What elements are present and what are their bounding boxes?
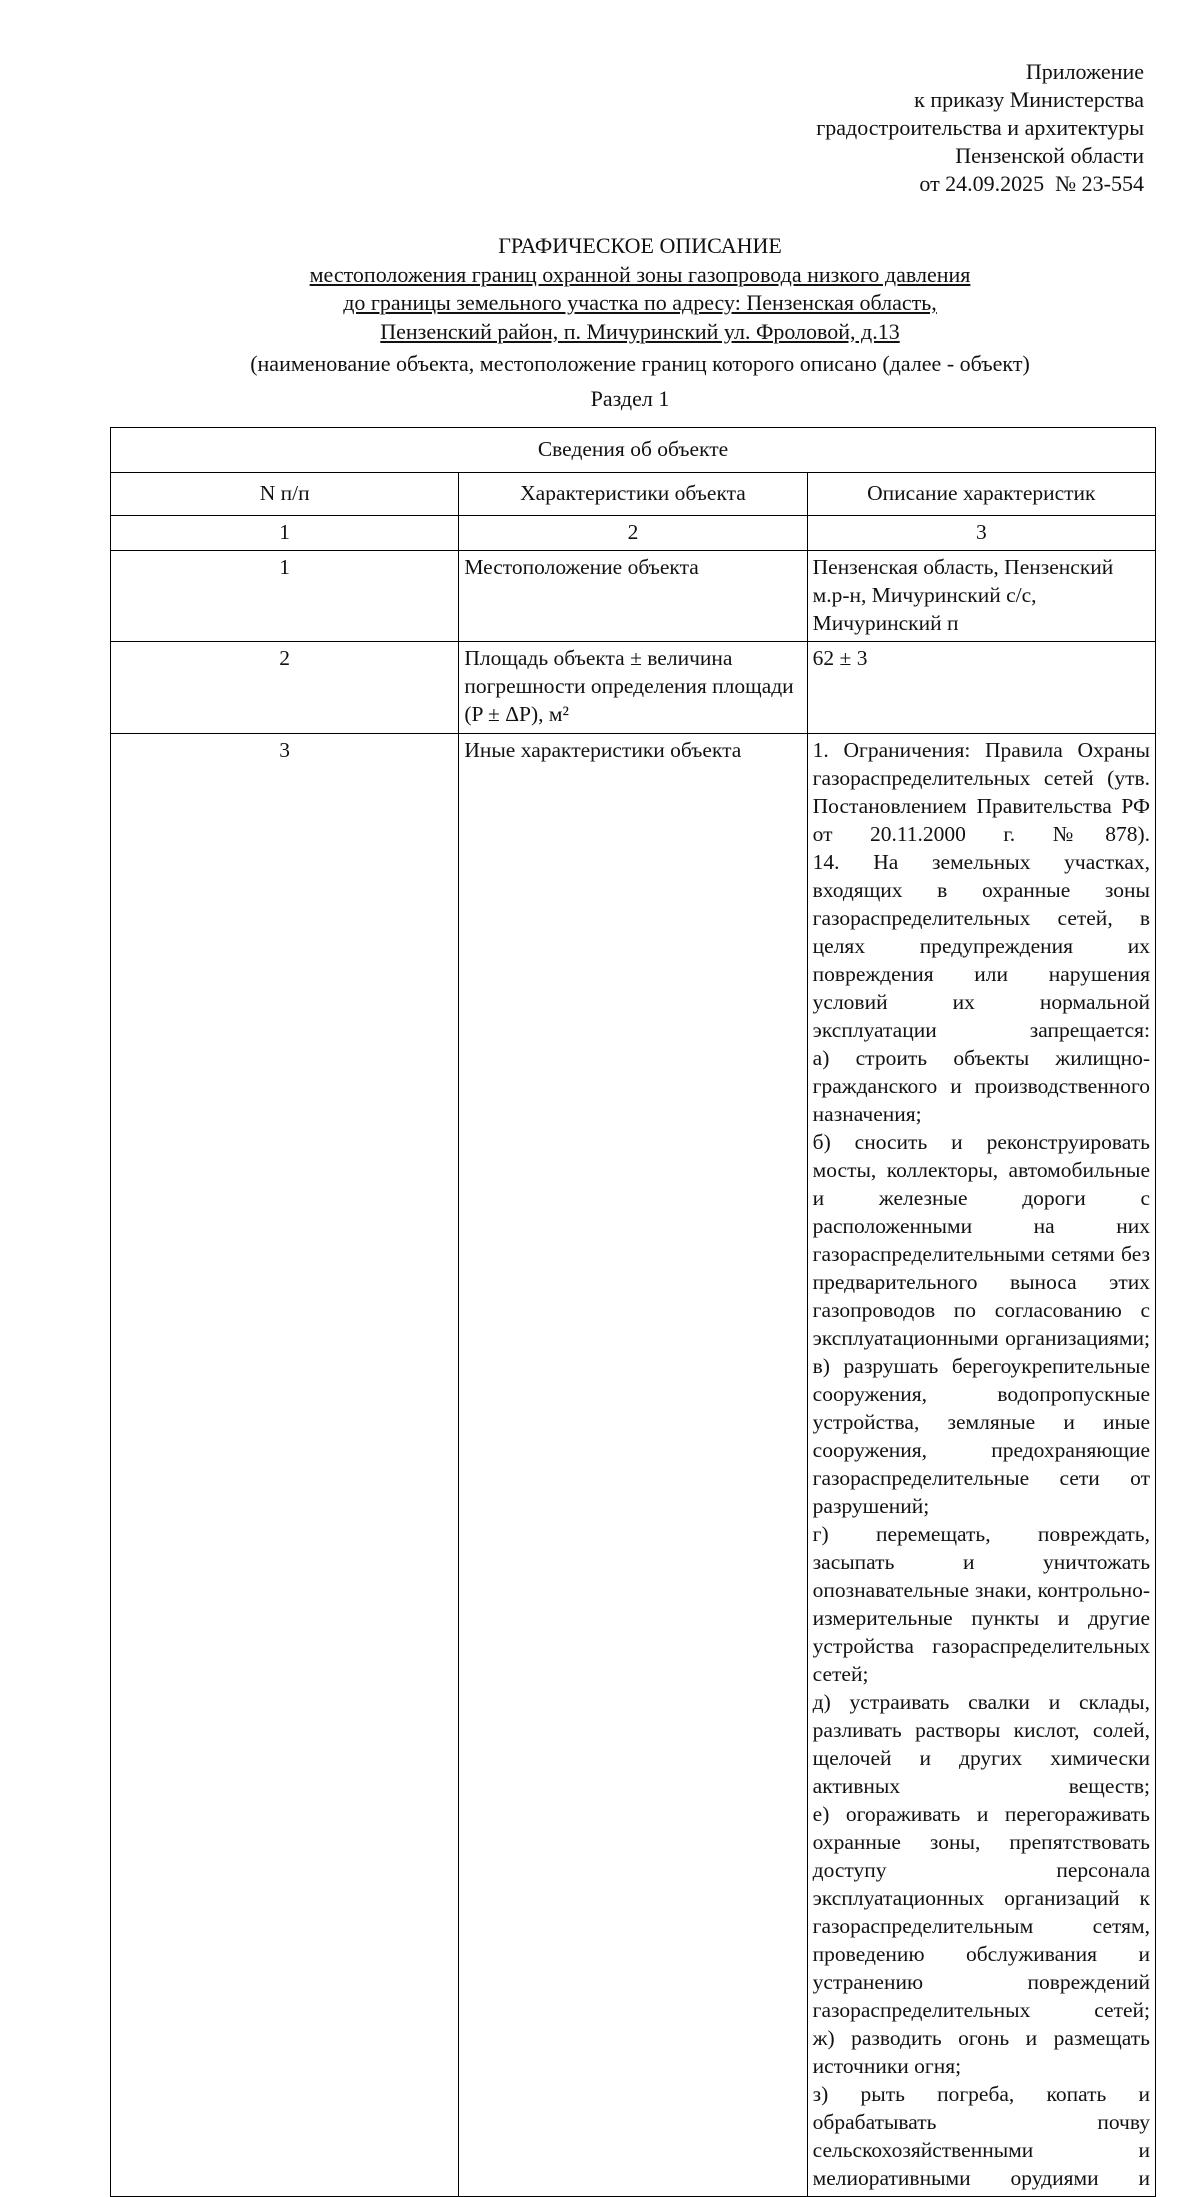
column-number: 2 bbox=[459, 516, 807, 551]
row-description bbox=[807, 734, 1155, 2197]
column-number: 1 bbox=[111, 516, 459, 551]
row-characteristic: Площадь объекта ± величина погрешности определения площади (P ± ΔP), м² bbox=[459, 642, 807, 734]
description-paragraph: г) перемещать, повреждать, засыпать и уничтожать опознавательные знаки, контрольно-измерительные пункты и другие устройства газораспределительных сетей; bbox=[812, 1522, 1150, 1686]
description-paragraph: е) огораживать и перегораживать охранные зоны, препятствовать доступу персонала эксплуатационных организаций к газораспределительным сетям, проведению обслуживания и устранению повреждений газораспределительных сетей; bbox=[812, 1802, 1150, 2022]
row-characteristic: Местоположение объекта bbox=[459, 551, 807, 642]
appendix-line: градостроительства и архитектуры bbox=[816, 115, 1144, 140]
row-description: Пензенская область, Пензенский м.р-н, Мичуринский с/с, Мичуринский п bbox=[807, 551, 1155, 642]
description-paragraph: а) строить объекты жилищно-гражданского и производственного назначения; bbox=[812, 1046, 1150, 1126]
appendix-line: Приложение bbox=[1025, 59, 1144, 84]
description-paragraph: д) устраивать свалки и склады, разливать растворы кислот, солей, щелочей и других химически активных веществ; bbox=[812, 1690, 1150, 1798]
title-line: Пензенский район, п. Мичуринский ул. Фроловой, д.13 bbox=[380, 318, 900, 344]
description-paragraph: з) рыть погреба, копать и обрабатывать почву сельскохозяйственными и мелиоративными орудиями и bbox=[812, 2082, 1150, 2190]
header-characteristic: Характеристики объекта bbox=[459, 473, 807, 516]
section-label: Раздел 1 bbox=[590, 386, 670, 411]
appendix-line: Пензенской области bbox=[955, 143, 1144, 168]
title-line: местоположения границ охранной зоны газопровода низкого давления bbox=[309, 261, 971, 287]
column-number: 3 bbox=[807, 516, 1155, 551]
table-row bbox=[111, 642, 1156, 734]
appendix-line: к приказу Министерства bbox=[914, 87, 1144, 112]
row-number: 2 bbox=[111, 642, 459, 734]
appendix-line: от 24.09.2025 № 23-554 bbox=[919, 171, 1144, 196]
row-number: 3 bbox=[111, 734, 459, 2197]
header-number: N п/п bbox=[111, 473, 459, 516]
header-description: Описание характеристик bbox=[807, 473, 1155, 516]
table-caption: Сведения об объекте bbox=[111, 428, 1156, 473]
table-row bbox=[111, 551, 1156, 642]
description-paragraph: в) разрушать берегоукрепительные сооружения, водопропускные устройства, земляные и иные сооружения, предохраняющие газораспределительные сети от разрушений; bbox=[812, 1354, 1150, 1518]
row-description: 62 ± 3 bbox=[807, 642, 1155, 734]
document-title bbox=[100, 232, 1180, 379]
title-line: до границы земельного участка по адресу: Пензенская область, bbox=[343, 290, 937, 315]
description-paragraph: ж) разводить огонь и размещать источники огня; bbox=[812, 2026, 1150, 2078]
row-number: 1 bbox=[111, 551, 459, 642]
description-paragraph: 1. Ограничения: Правила Охраны газораспределительных сетей (утв. Постановлением Правительства РФ от 20.11.2000 г. №878). bbox=[812, 738, 1150, 846]
object-info-table bbox=[110, 427, 1156, 2197]
description-paragraph: 14. На земельных участках, входящих в охранные зоны газораспределительных сетей, в целях предупреждения их повреждения или нарушения условий их нормальной эксплуатации запрещается: bbox=[812, 850, 1150, 1042]
description-paragraph: б) сносить и реконструировать мосты, коллекторы, автомобильные и железные дороги с расположенными на них газораспределительными сетями без предварительного выноса этих газопроводов по согласованию с эксплуатационными организациями; bbox=[812, 1130, 1150, 1350]
row-characteristic: Иные характеристики объекта bbox=[459, 734, 807, 2197]
title-heading: ГРАФИЧЕСКОЕ ОПИСАНИЕ bbox=[498, 233, 782, 258]
title-note: (наименование объекта, местоположение границ которого описано (далее - объект) bbox=[250, 351, 1030, 376]
table-row bbox=[111, 734, 1156, 2197]
appendix-block bbox=[544, 58, 1144, 198]
